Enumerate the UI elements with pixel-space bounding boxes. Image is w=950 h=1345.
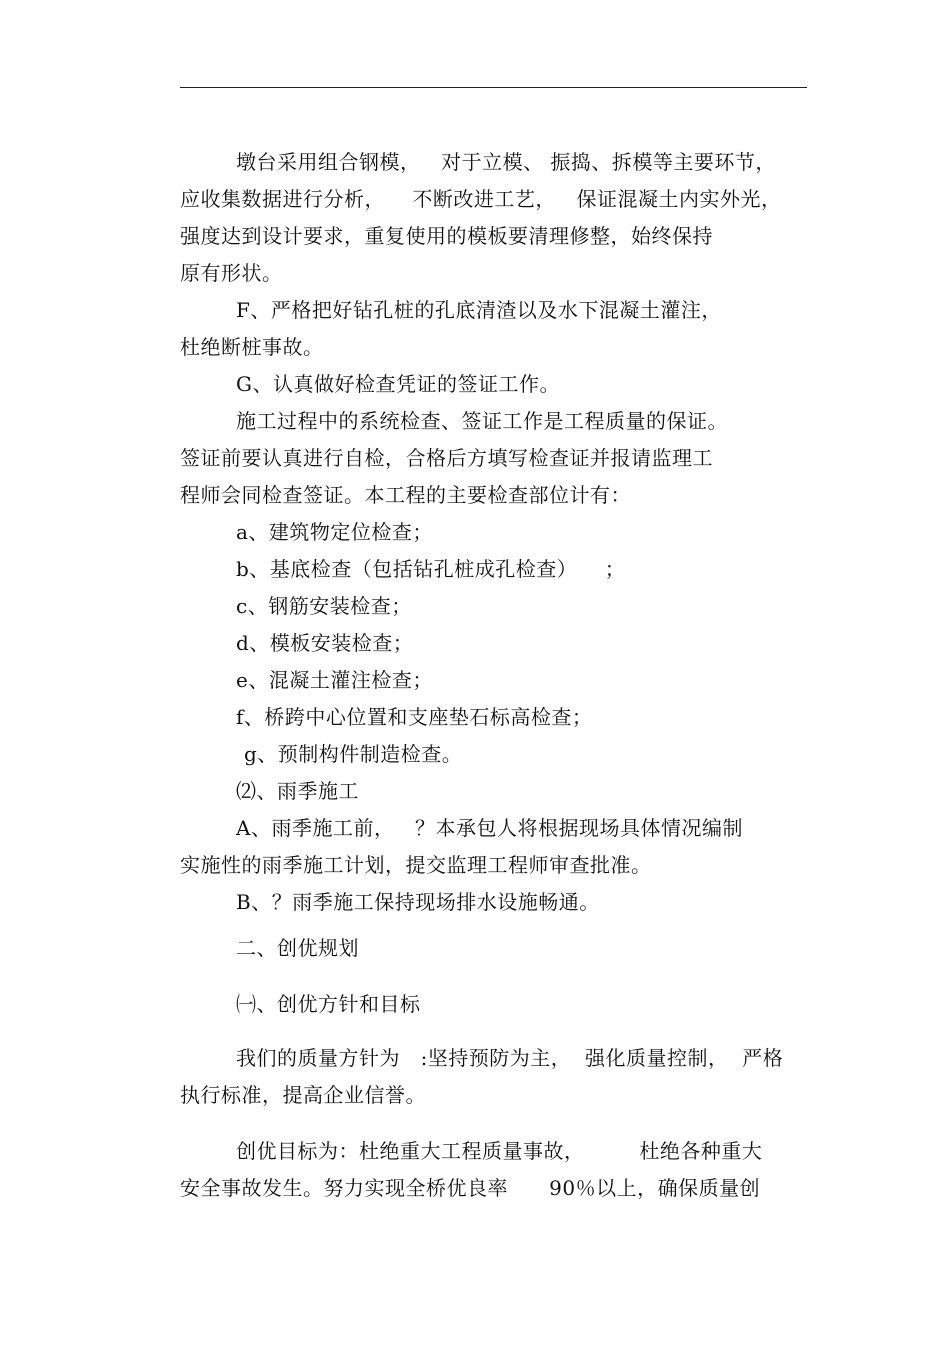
text-line: 执行标准，提高企业信誉。 [180, 1083, 426, 1107]
text-line: 程师会同检查签证。本工程的主要检查部位计有： [180, 483, 631, 507]
text-line: 签证前要认真进行自检，合格后方填写检查证并报请监理工 [180, 446, 713, 470]
text-line: F、严格把好钻孔桩的孔底清渣以及水下混凝土灌注， [236, 298, 722, 322]
text-line: 杜绝断桩事故。 [180, 335, 324, 359]
text-line: 实施性的雨季施工计划，提交监理工程师审查批准。 [180, 853, 652, 877]
subsection-heading: ㈠、创优方针和目标 [236, 992, 421, 1016]
text-line: G、认真做好检查凭证的签证工作。 [236, 372, 560, 396]
text-line: 墩台采用组合钢模， 对于立模、 振捣、拆模等主要环节， [236, 150, 776, 174]
text-line: a、建筑物定位检查； [236, 520, 433, 544]
text-line: 原有形状。 [180, 261, 283, 285]
text-line: 应收集数据进行分析， 不断改进工艺， 保证混凝土内实外光， [180, 187, 782, 211]
text-line: c、钢筋安装检查； [236, 594, 412, 618]
text-line: f、桥跨中心位置和支座垫石标高检查； [236, 705, 593, 729]
text-line: 施工过程中的系统检查、签证工作是工程质量的保证。 [236, 409, 728, 433]
section-heading: 二、创优规划 [236, 936, 359, 960]
text-line: B、？雨季施工保持现场排水设施畅通。 [236, 890, 600, 914]
text-line: b、基底检查（包括钻孔桩成孔检查） ； [236, 557, 626, 581]
text-line: 我们的质量方针为 :坚持预防为主， 强化质量控制， 严格 [236, 1046, 784, 1070]
text-line: 安全事故发生。努力实现全桥优良率 90％以上，确保质量创 [180, 1176, 761, 1200]
header-rule [180, 87, 807, 88]
text-line: A、雨季施工前， ？本承包人将根据现场具体情况编制 [236, 816, 744, 840]
text-line: e、混凝土灌注检查； [236, 668, 433, 692]
text-line: g、预制构件制造检查。 [244, 742, 463, 766]
text-line: ⑵、雨季施工 [236, 779, 359, 803]
text-line: 强度达到设计要求，重复使用的模板要清理修整，始终保持 [180, 224, 713, 248]
text-line: 创优目标为：杜绝重大工程质量事故， 杜绝各种重大 [236, 1139, 763, 1163]
text-line: d、模板安装检查； [236, 631, 414, 655]
